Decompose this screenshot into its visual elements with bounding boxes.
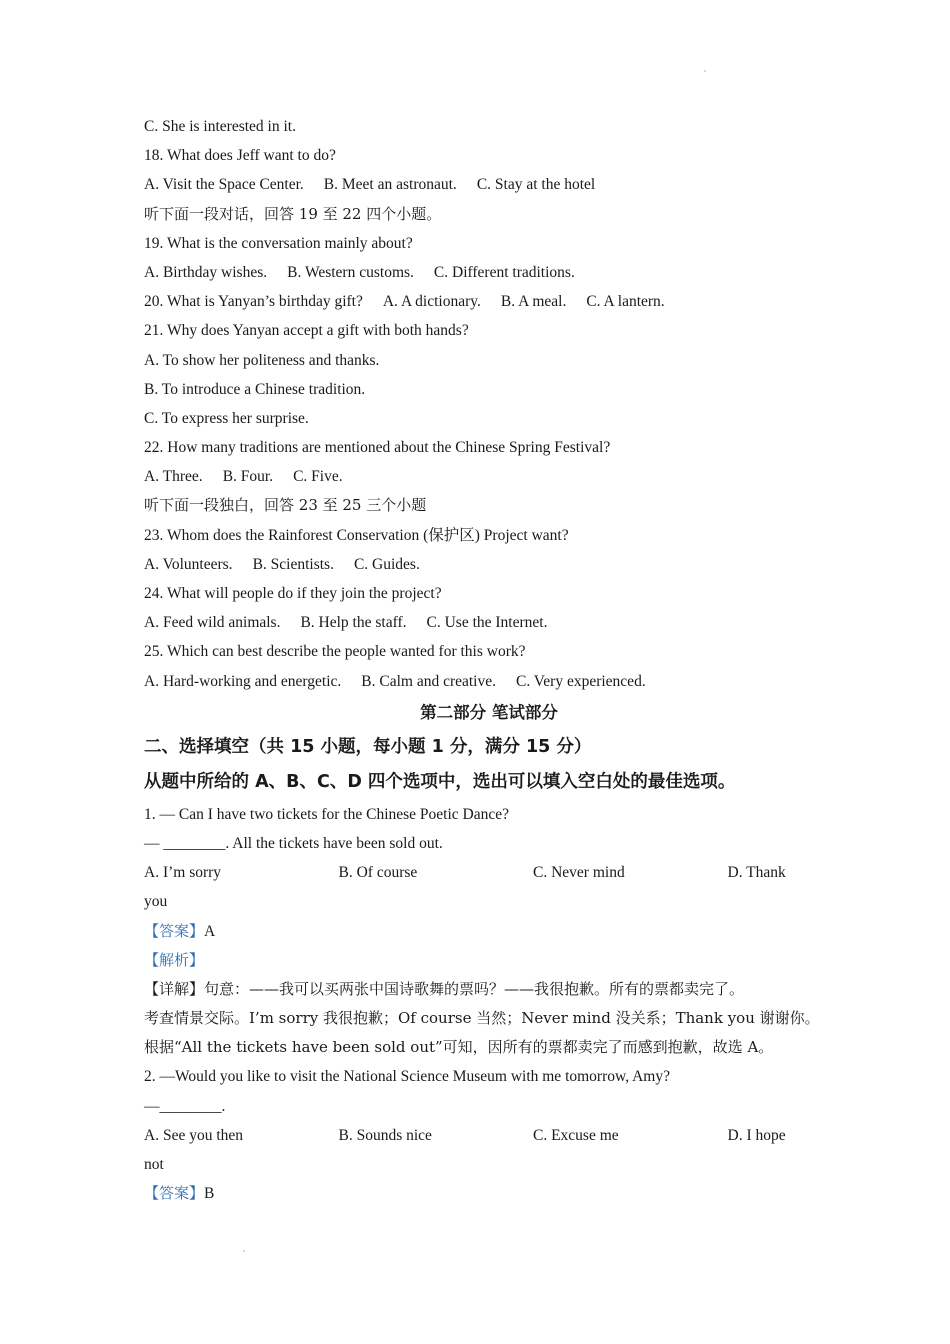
q21-option-c: C. To express her surprise. — [144, 409, 309, 427]
w2-options — [144, 1121, 834, 1150]
w1-analysis — [144, 946, 834, 975]
q24-question: 24. What will people do if they join the project? — [144, 585, 442, 602]
q22-question: 22. How many traditions are mentioned about the Chinese Spring Festival? — [144, 439, 611, 457]
q18-options — [144, 170, 834, 199]
q20-option-a: A. A dictionary. — [382, 293, 481, 311]
q25-option-c: C. Very experienced. — [516, 672, 646, 690]
w2-option-d: D. I hope — [727, 1126, 786, 1144]
q19-option-b: B. Western customs. — [287, 263, 414, 281]
w2-question: 2. —Would you like to visit the National Science Museum with me tomorrow, Amy? — [144, 1068, 670, 1086]
q21-question: 21. Why does Yanyan accept a gift with both hands? — [144, 322, 469, 340]
q24-option-b: B. Help the staff. — [300, 614, 407, 632]
instruction-19-22: 听下面一段对话，回答 19 至 22 四个小题。 — [144, 204, 442, 223]
scan-dot — [704, 70, 706, 72]
w2-reply: —________. — [144, 1097, 226, 1115]
w1-option-c: C. Never mind — [533, 864, 625, 882]
w1-option-b: B. Of course — [338, 864, 418, 882]
q22-option-c: C. Five. — [293, 468, 343, 486]
q23-options — [144, 550, 834, 579]
q21-option-a: A. To show her politeness and thanks. — [144, 351, 380, 369]
q23-question: 23. Whom does the Rainforest Conservation (保护区) Project want? — [144, 526, 569, 544]
w1-option-d: D. Thank — [727, 864, 786, 882]
q18-option-b: B. Meet an astronaut. — [323, 176, 457, 194]
q18-option-c: C. Stay at the hotel — [476, 176, 596, 194]
w1-option-a: A. I’m sorry — [144, 864, 222, 882]
w1-options — [144, 858, 834, 887]
q25-question: 25. Which can best describe the people wanted for this work? — [144, 643, 526, 661]
w2-answer — [144, 1179, 834, 1208]
w1-reply: — ________. All the tickets have been sold out. — [144, 834, 443, 852]
q17-option-c: C. She is interested in it. — [144, 118, 296, 135]
q19-option-c: C. Different traditions. — [433, 263, 575, 281]
q25-option-b: B. Calm and creative. — [361, 672, 496, 690]
instruction-23-25: 听下面一段独白，回答 23 至 25 三个小题 — [144, 496, 427, 515]
q22-option-b: B. Four. — [222, 468, 274, 486]
q25-options — [144, 667, 834, 696]
q24-option-a: A. Feed wild animals. — [144, 614, 281, 632]
q23-option-c: C. Guides. — [353, 555, 420, 573]
q18-option-a: A. Visit the Space Center. — [144, 176, 304, 194]
w1-question: 1. — Can I have two tickets for the Chinese Poetic Dance? — [144, 805, 509, 823]
answer-value: A — [204, 922, 216, 940]
q25-option-a: A. Hard-working and energetic. — [144, 672, 342, 690]
page-content — [144, 112, 834, 1208]
q20-line — [144, 287, 834, 316]
q21-option-b: B. To introduce a Chinese tradition. — [144, 380, 366, 398]
section2-instruction: 从题中所给的 A、B、C、D 四个选项中，选出可以填入空白处的最佳选项。 — [144, 771, 736, 792]
q23-option-a: A. Volunteers. — [144, 555, 233, 573]
q24-options — [144, 608, 834, 637]
answer-tag: 【答案】 — [144, 1184, 205, 1203]
q20-question: 20. What is Yanyan’s birthday gift? — [144, 293, 363, 311]
w2-option-a: A. See you then — [144, 1126, 244, 1144]
answer-tag: 【答案】 — [144, 921, 205, 940]
q23-option-b: B. Scientists. — [252, 555, 334, 573]
w1-detail-2: 考查情景交际。I’m sorry 我很抱歉；Of course 当然；Never mind 没关系；Thank you 谢谢你。 — [144, 1009, 820, 1028]
q19-question: 19. What is the conversation mainly about? — [144, 234, 413, 252]
q22-option-a: A. Three. — [144, 468, 203, 486]
analysis-tag: 【解析】 — [144, 950, 205, 969]
w2-option-d-wrap: not — [144, 1156, 164, 1173]
w1-detail-1: 【详解】句意：——我可以买两张中国诗歌舞的票吗？——我很抱歉。所有的票都卖完了。 — [144, 979, 745, 998]
q18-question: 18. What does Jeff want to do? — [144, 147, 336, 165]
answer-value: B — [204, 1185, 215, 1203]
scan-dot — [243, 1250, 245, 1252]
w1-detail-3: 根据“All the tickets have been sold out”可知，因所有的票都卖完了而感到抱歉，故选 A。 — [144, 1038, 774, 1057]
part2-title: 第二部分 笔试部分 — [420, 702, 558, 722]
q20-option-c: C. A lantern. — [586, 293, 665, 311]
q19-option-a: A. Birthday wishes. — [144, 263, 268, 281]
q22-options — [144, 462, 834, 491]
w1-answer — [144, 917, 834, 946]
q19-options — [144, 258, 834, 287]
w2-option-b: B. Sounds nice — [338, 1126, 432, 1144]
section2-title: 二、选择填空（共 15 小题，每小题 1 分，满分 15 分） — [144, 736, 592, 757]
w2-option-c: C. Excuse me — [533, 1126, 619, 1144]
w1-option-d-wrap: you — [144, 893, 168, 911]
q24-option-c: C. Use the Internet. — [426, 614, 548, 632]
q20-option-b: B. A meal. — [500, 293, 567, 311]
